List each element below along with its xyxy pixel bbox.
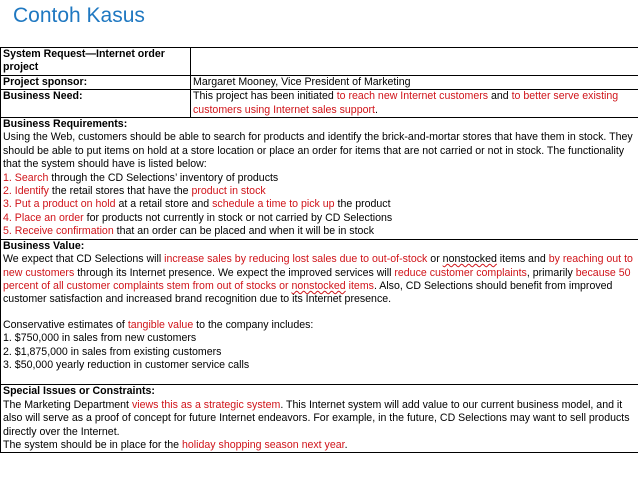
value-cell [1,239,638,385]
estimate-item: 3. $50,000 yearly reduction in customer service calls [3,358,250,371]
sponsor-label: Project sponsor: [1,75,191,89]
requirement-item: 4. Place an order for products not currently in stock or not carried by CD Selections [3,211,393,224]
need-label: Business Need: [1,90,191,118]
requirements-intro: Using the Web, customers should be able to search for products and identify the brick-and-mortar stores that have them in stock. They should be able to put items on hold at a store location or place an order for items that are not carried or not in stock. The functionality that the system should have is listed below: [3,131,633,171]
request-title: System Request—Internet order project [1,48,191,76]
requirement-item: 5. Receive confirmation that an order can be placed and when it will be in stock [3,225,375,238]
requirement-item: 3. Put a product on hold at a retail store and schedule a time to pick up the product [3,198,391,211]
estimates-list [3,332,636,372]
need-row [1,90,638,118]
issues-heading: Special Issues or Constraints: [3,385,155,398]
need-highlight-1: to reach new Internet customers [336,90,489,103]
slide-title: Contoh Kasus [13,4,145,27]
value-paragraph: We expect that CD Selections will increase sales by reducing lost sales due to out-of-stock or nonstocked items and by reaching out to new customers through its Internet presence. We expect the improved services will reduce customer complaints, primarily because 50 percent of all customer complaints stem from out of stocks or nonstocked items. Also, CD Selections should benefit from improved customer satisfaction and increased brand recognition due to its Internet presence. [3,253,633,306]
title-row [1,48,638,76]
requirements-cell [1,118,638,240]
issues-cut-line: The system should be in place for the holiday shopping season next year. [3,438,348,451]
need-highlight-2: to better serve existing customers using Internet sales support [193,90,619,116]
need-text-3: . [374,103,378,116]
issues-paragraph: The Marketing Department views this as a strategic system. This Internet system will add value to our current business model, and it also will serve as a proof of concept for future Internet endeavors. For example, in the future, CD Selections may want to sell products directly over the Internet. [3,398,630,438]
issues-row [1,385,638,453]
value-row [1,239,638,385]
value-heading: Business Value: [3,239,85,252]
requirement-item: 1. Search through the CD Selections’ inventory of products [3,171,279,184]
requirements-list [3,172,636,239]
paragraph-gap [3,372,636,384]
estimates-intro: Conservative estimates of tangible value to the company includes: [3,318,314,331]
requirements-row [1,118,638,240]
need-value [191,90,638,118]
system-request-table [0,47,638,453]
need-text-2: and [488,90,512,103]
paragraph-gap [3,307,636,319]
title-row-spacer [191,48,638,76]
sponsor-value: Margaret Mooney, Vice President of Marketing [191,75,638,89]
requirement-item: 2. Identify the retail stores that have the product in stock [3,185,266,198]
need-text-1: This project has been initiated [193,90,337,103]
estimate-item: 2. $1,875,000 in sales from existing customers [3,345,222,358]
sponsor-row [1,75,638,89]
estimate-item: 1. $750,000 in sales from new customers [3,332,197,345]
issues-cell [1,385,638,453]
requirements-heading: Business Requirements: [3,118,128,131]
